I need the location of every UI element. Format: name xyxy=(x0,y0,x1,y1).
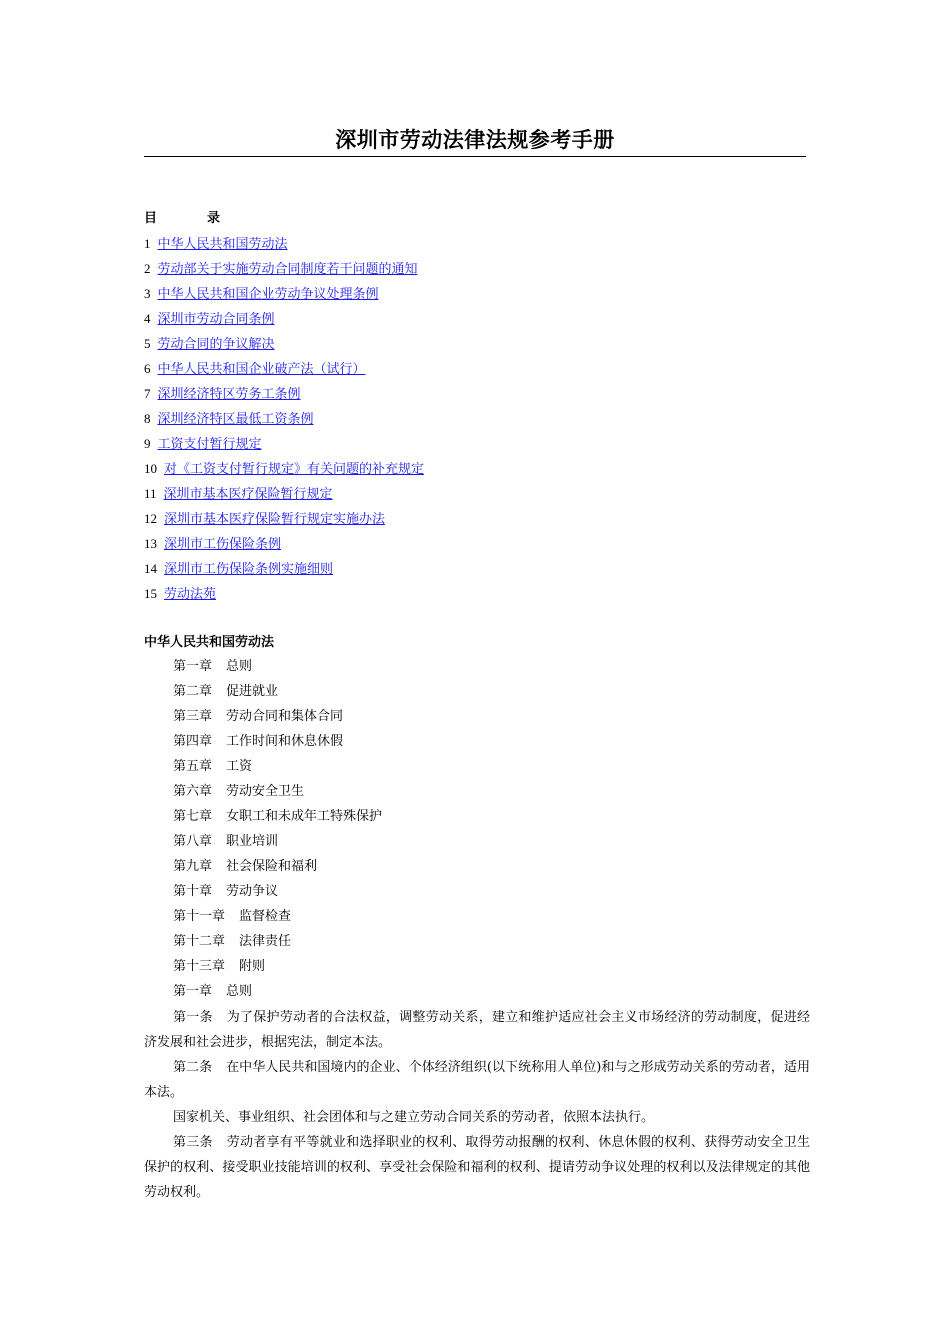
article-label: 第一条 xyxy=(173,1010,213,1025)
toc-link[interactable]: 深圳市基本医疗保险暂行规定实施办法 xyxy=(164,512,386,527)
toc-item-number: 11 xyxy=(144,486,157,501)
chapter-name: 社会保险和福利 xyxy=(226,859,318,874)
article-text: 在中华人民共和国境内的企业、个体经济组织(以下统称用人单位)和与之形成劳动关系的劳动者，适用本法。 xyxy=(144,1060,810,1100)
chapter-name: 附则 xyxy=(239,959,266,974)
chapter-number: 第十三章 xyxy=(173,959,226,974)
toc-item xyxy=(144,234,424,259)
article-text: 劳动者享有平等就业和选择职业的权利、取得劳动报酬的权利、休息休假的权利、获得劳动安全卫生保护的权利、接受职业技能培训的权利、享受社会保险和福利的权利、提请劳动争议处理的权利以及法律规定的其他劳动权利。 xyxy=(144,1135,810,1200)
toc-item xyxy=(144,534,424,559)
chapter-name: 劳动争议 xyxy=(226,884,279,899)
toc-item xyxy=(144,559,424,584)
toc-link[interactable]: 劳动法苑 xyxy=(164,587,217,602)
article-paragraph xyxy=(144,1130,810,1205)
chapter-name: 总则 xyxy=(226,659,253,674)
chapter-item xyxy=(173,807,382,832)
toc-item-number: 15 xyxy=(144,586,157,601)
toc-link[interactable]: 深圳市工伤保险条例 xyxy=(164,537,282,552)
toc-item xyxy=(144,309,424,334)
chapter-item xyxy=(173,707,382,732)
toc-item-number: 7 xyxy=(144,386,151,401)
chapter-number: 第三章 xyxy=(173,709,213,724)
chapter-item xyxy=(173,982,382,1007)
chapter-item xyxy=(173,657,382,682)
article-text: 国家机关、事业组织、社会团体和与之建立劳动合同关系的劳动者，依照本法执行。 xyxy=(173,1110,655,1125)
chapter-name: 职业培训 xyxy=(226,834,279,849)
chapter-number: 第一章 xyxy=(173,984,213,999)
toc-item xyxy=(144,484,424,509)
title-block xyxy=(144,124,806,157)
document-title: 深圳市劳动法律法规参考手册 xyxy=(335,127,615,152)
chapter-number: 第一章 xyxy=(173,659,213,674)
toc-item xyxy=(144,384,424,409)
chapter-item xyxy=(173,757,382,782)
chapter-name: 法律责任 xyxy=(239,934,292,949)
toc-item xyxy=(144,434,424,459)
toc-link[interactable]: 中华人民共和国企业劳动争议处理条例 xyxy=(157,287,379,302)
toc-item-number: 13 xyxy=(144,536,157,551)
chapter-number: 第七章 xyxy=(173,809,213,824)
chapter-item xyxy=(173,932,382,957)
toc-item-number: 2 xyxy=(144,261,151,276)
chapter-item xyxy=(173,832,382,857)
table-of-contents xyxy=(144,234,424,609)
toc-item xyxy=(144,509,424,534)
toc-link[interactable]: 劳动合同的争议解决 xyxy=(157,337,275,352)
toc-item-number: 3 xyxy=(144,286,151,301)
toc-item-number: 6 xyxy=(144,361,151,376)
toc-link[interactable]: 对《工资支付暂行规定》有关问题的补充规定 xyxy=(164,462,425,477)
toc-link[interactable]: 中华人民共和国企业破产法（试行） xyxy=(157,362,366,377)
chapter-number: 第四章 xyxy=(173,734,213,749)
chapter-item xyxy=(173,682,382,707)
chapter-item xyxy=(173,907,382,932)
chapter-number: 第六章 xyxy=(173,784,213,799)
section-title: 中华人民共和国劳动法 xyxy=(144,635,275,650)
toc-item-number: 14 xyxy=(144,561,157,576)
toc-item xyxy=(144,584,424,609)
toc-link[interactable]: 劳动部关于实施劳动合同制度若干问题的通知 xyxy=(157,262,418,277)
toc-link[interactable]: 深圳市劳动合同条例 xyxy=(157,312,275,327)
chapter-number: 第十一章 xyxy=(173,909,226,924)
toc-heading xyxy=(144,210,220,228)
toc-item xyxy=(144,459,424,484)
chapter-item xyxy=(173,882,382,907)
chapter-list xyxy=(173,657,382,1007)
toc-item xyxy=(144,334,424,359)
article-paragraph xyxy=(144,1055,810,1105)
chapter-number: 第十二章 xyxy=(173,934,226,949)
chapter-item xyxy=(173,857,382,882)
chapter-number: 第八章 xyxy=(173,834,213,849)
article-text: 为了保护劳动者的合法权益，调整劳动关系，建立和维护适应社会主义市场经济的劳动制度，促进经济发展和社会进步，根据宪法，制定本法。 xyxy=(144,1010,810,1050)
toc-item-number: 9 xyxy=(144,436,151,451)
toc-item xyxy=(144,259,424,284)
toc-link[interactable]: 工资支付暂行规定 xyxy=(157,437,262,452)
toc-item-number: 4 xyxy=(144,311,151,326)
toc-link[interactable]: 深圳市工伤保险条例实施细则 xyxy=(164,562,334,577)
toc-item-number: 5 xyxy=(144,336,151,351)
toc-item-number: 10 xyxy=(144,461,157,476)
toc-item xyxy=(144,409,424,434)
toc-item-number: 1 xyxy=(144,236,151,251)
toc-link[interactable]: 深圳经济特区最低工资条例 xyxy=(157,412,314,427)
toc-link[interactable]: 深圳经济特区劳务工条例 xyxy=(157,387,301,402)
article-paragraph xyxy=(144,1105,810,1130)
chapter-number: 第十章 xyxy=(173,884,213,899)
article-label: 第三条 xyxy=(173,1135,213,1150)
chapter-name: 女职工和未成年工特殊保护 xyxy=(226,809,383,824)
article-paragraph xyxy=(144,1005,810,1055)
chapter-name: 工资 xyxy=(226,759,253,774)
chapter-name: 劳动安全卫生 xyxy=(226,784,305,799)
toc-link[interactable]: 深圳市基本医疗保险暂行规定 xyxy=(163,487,333,502)
toc-item xyxy=(144,284,424,309)
chapter-item xyxy=(173,782,382,807)
chapter-number: 第九章 xyxy=(173,859,213,874)
toc-heading-right: 录 xyxy=(207,211,221,226)
chapter-item xyxy=(173,732,382,757)
chapter-item xyxy=(173,957,382,982)
chapter-name: 总则 xyxy=(226,984,253,999)
toc-item-number: 8 xyxy=(144,411,151,426)
toc-heading-left: 目 xyxy=(144,211,158,226)
chapter-number: 第二章 xyxy=(173,684,213,699)
article-label: 第二条 xyxy=(173,1060,213,1075)
chapter-name: 促进就业 xyxy=(226,684,279,699)
toc-item-number: 12 xyxy=(144,511,157,526)
chapter-name: 劳动合同和集体合同 xyxy=(226,709,344,724)
chapter-name: 工作时间和休息休假 xyxy=(226,734,344,749)
toc-item xyxy=(144,359,424,384)
article-body xyxy=(144,1005,810,1205)
toc-link[interactable]: 中华人民共和国劳动法 xyxy=(157,237,288,252)
chapter-number: 第五章 xyxy=(173,759,213,774)
chapter-name: 监督检查 xyxy=(239,909,292,924)
